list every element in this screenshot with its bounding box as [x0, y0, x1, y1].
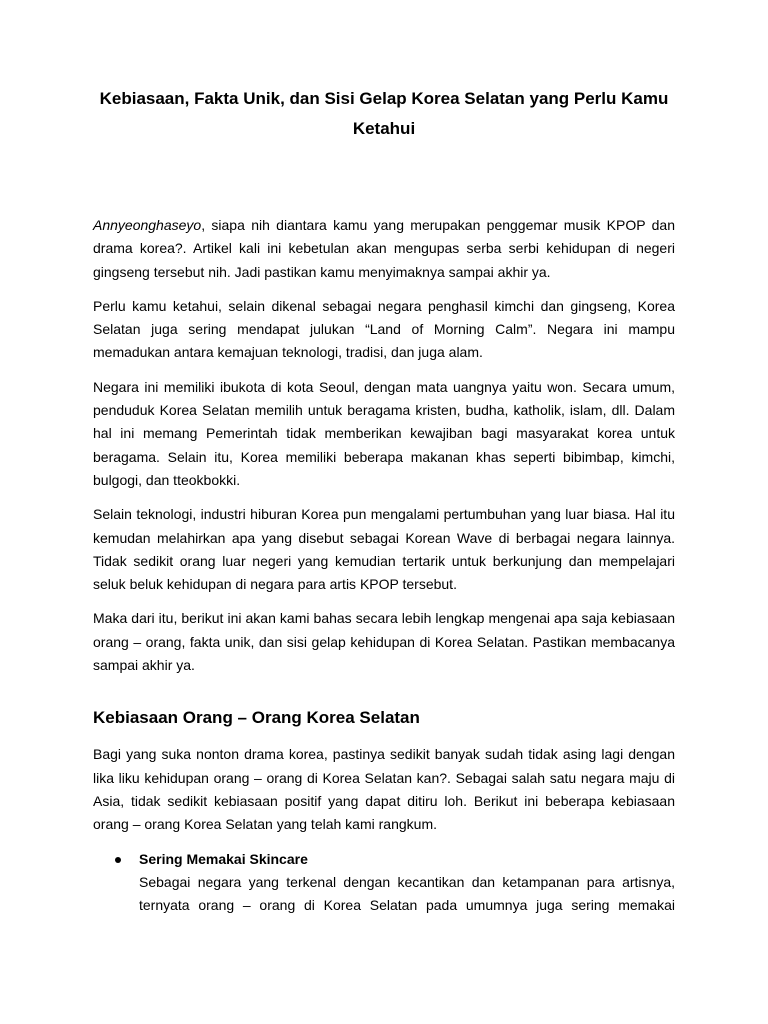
intro-greeting: Annyeonghaseyo [93, 217, 202, 233]
body-paragraph-3: Selain teknologi, industri hiburan Korea pun mengalami pertumbuhan yang luar biasa. Hal itu kemudan melahirkan apa yang disebut sebagai Korean Wave di berbagai negara lainnya. Tidak sedikit orang luar negeri yang kemudian tertarik untuk berkunjung dan mempelajari seluk beluk kehidupan di negara para artis KPOP tersebut. [93, 506, 675, 593]
bullet-list [93, 848, 675, 918]
document-title: Kebiasaan, Fakta Unik, dan Sisi Gelap Korea Selatan yang Perlu Kamu Ketahui [99, 89, 669, 138]
intro-paragraph [93, 214, 675, 284]
bullet-text: Sebagai negara yang terkenal dengan kecantikan dan ketampanan para artisnya, ternyata orang – orang di Korea Selatan pada umumnya juga sering memakai [139, 873, 675, 914]
bullet-title: Sering Memakai Skincare [139, 850, 308, 867]
body-paragraph-4: Maka dari itu, berikut ini akan kami bahas secara lebih lengkap mengenai apa saja kebiasaan orang – orang, fakta unik, dan sisi gelap kehidupan di Korea Selatan. Pastikan membacanya sampai akhir ya. [93, 610, 675, 674]
body-paragraph-2: Negara ini memiliki ibukota di kota Seoul, dengan mata uangnya yaitu won. Secara umum, penduduk Korea Selatan memilih untuk beragama kristen, budha, katholik, islam, dll. Dalam hal ini memang Pemerintah tidak memberikan kewajiban bagi masyarakat korea untuk beragama. Selain itu, Korea memiliki beberapa makanan khas seperti bibimbap, kimchi, bulgogi, dan tteokbokki. [93, 378, 675, 488]
list-item [93, 848, 675, 918]
bullet-dot-icon [115, 857, 121, 863]
section-heading: Kebiasaan Orang – Orang Korea Selatan [93, 708, 420, 728]
intro-text: , siapa nih diantara kamu yang merupakan penggemar musik KPOP dan drama korea?. Artikel kali ini kebetulan akan mengupas serba serbi kehidupan di negeri gingseng tersebut nih. Jadi pastikan kamu menyimaknya sampai akhir ya. [93, 217, 675, 280]
document-body [93, 214, 675, 917]
body-paragraph-1: Perlu kamu ketahui, selain dikenal sebagai negara penghasil kimchi dan gingseng, Korea Selatan juga sering mendapat julukan “Land of Morning Calm”. Negara ini mampu memadukan antara kemajuan teknologi, tradisi, dan juga alam. [93, 297, 675, 361]
section-paragraph: Bagi yang suka nonton drama korea, pastinya sedikit banyak sudah tidak asing lagi dengan lika liku kehidupan orang – orang di Korea Selatan kan?. Sebagai salah satu negara maju di Asia, tidak sedikit kebiasaan positif yang dapat ditiru loh. Berikut ini beberapa kebiasaan orang – orang Korea Selatan yang telah kami rangkum. [93, 746, 675, 833]
